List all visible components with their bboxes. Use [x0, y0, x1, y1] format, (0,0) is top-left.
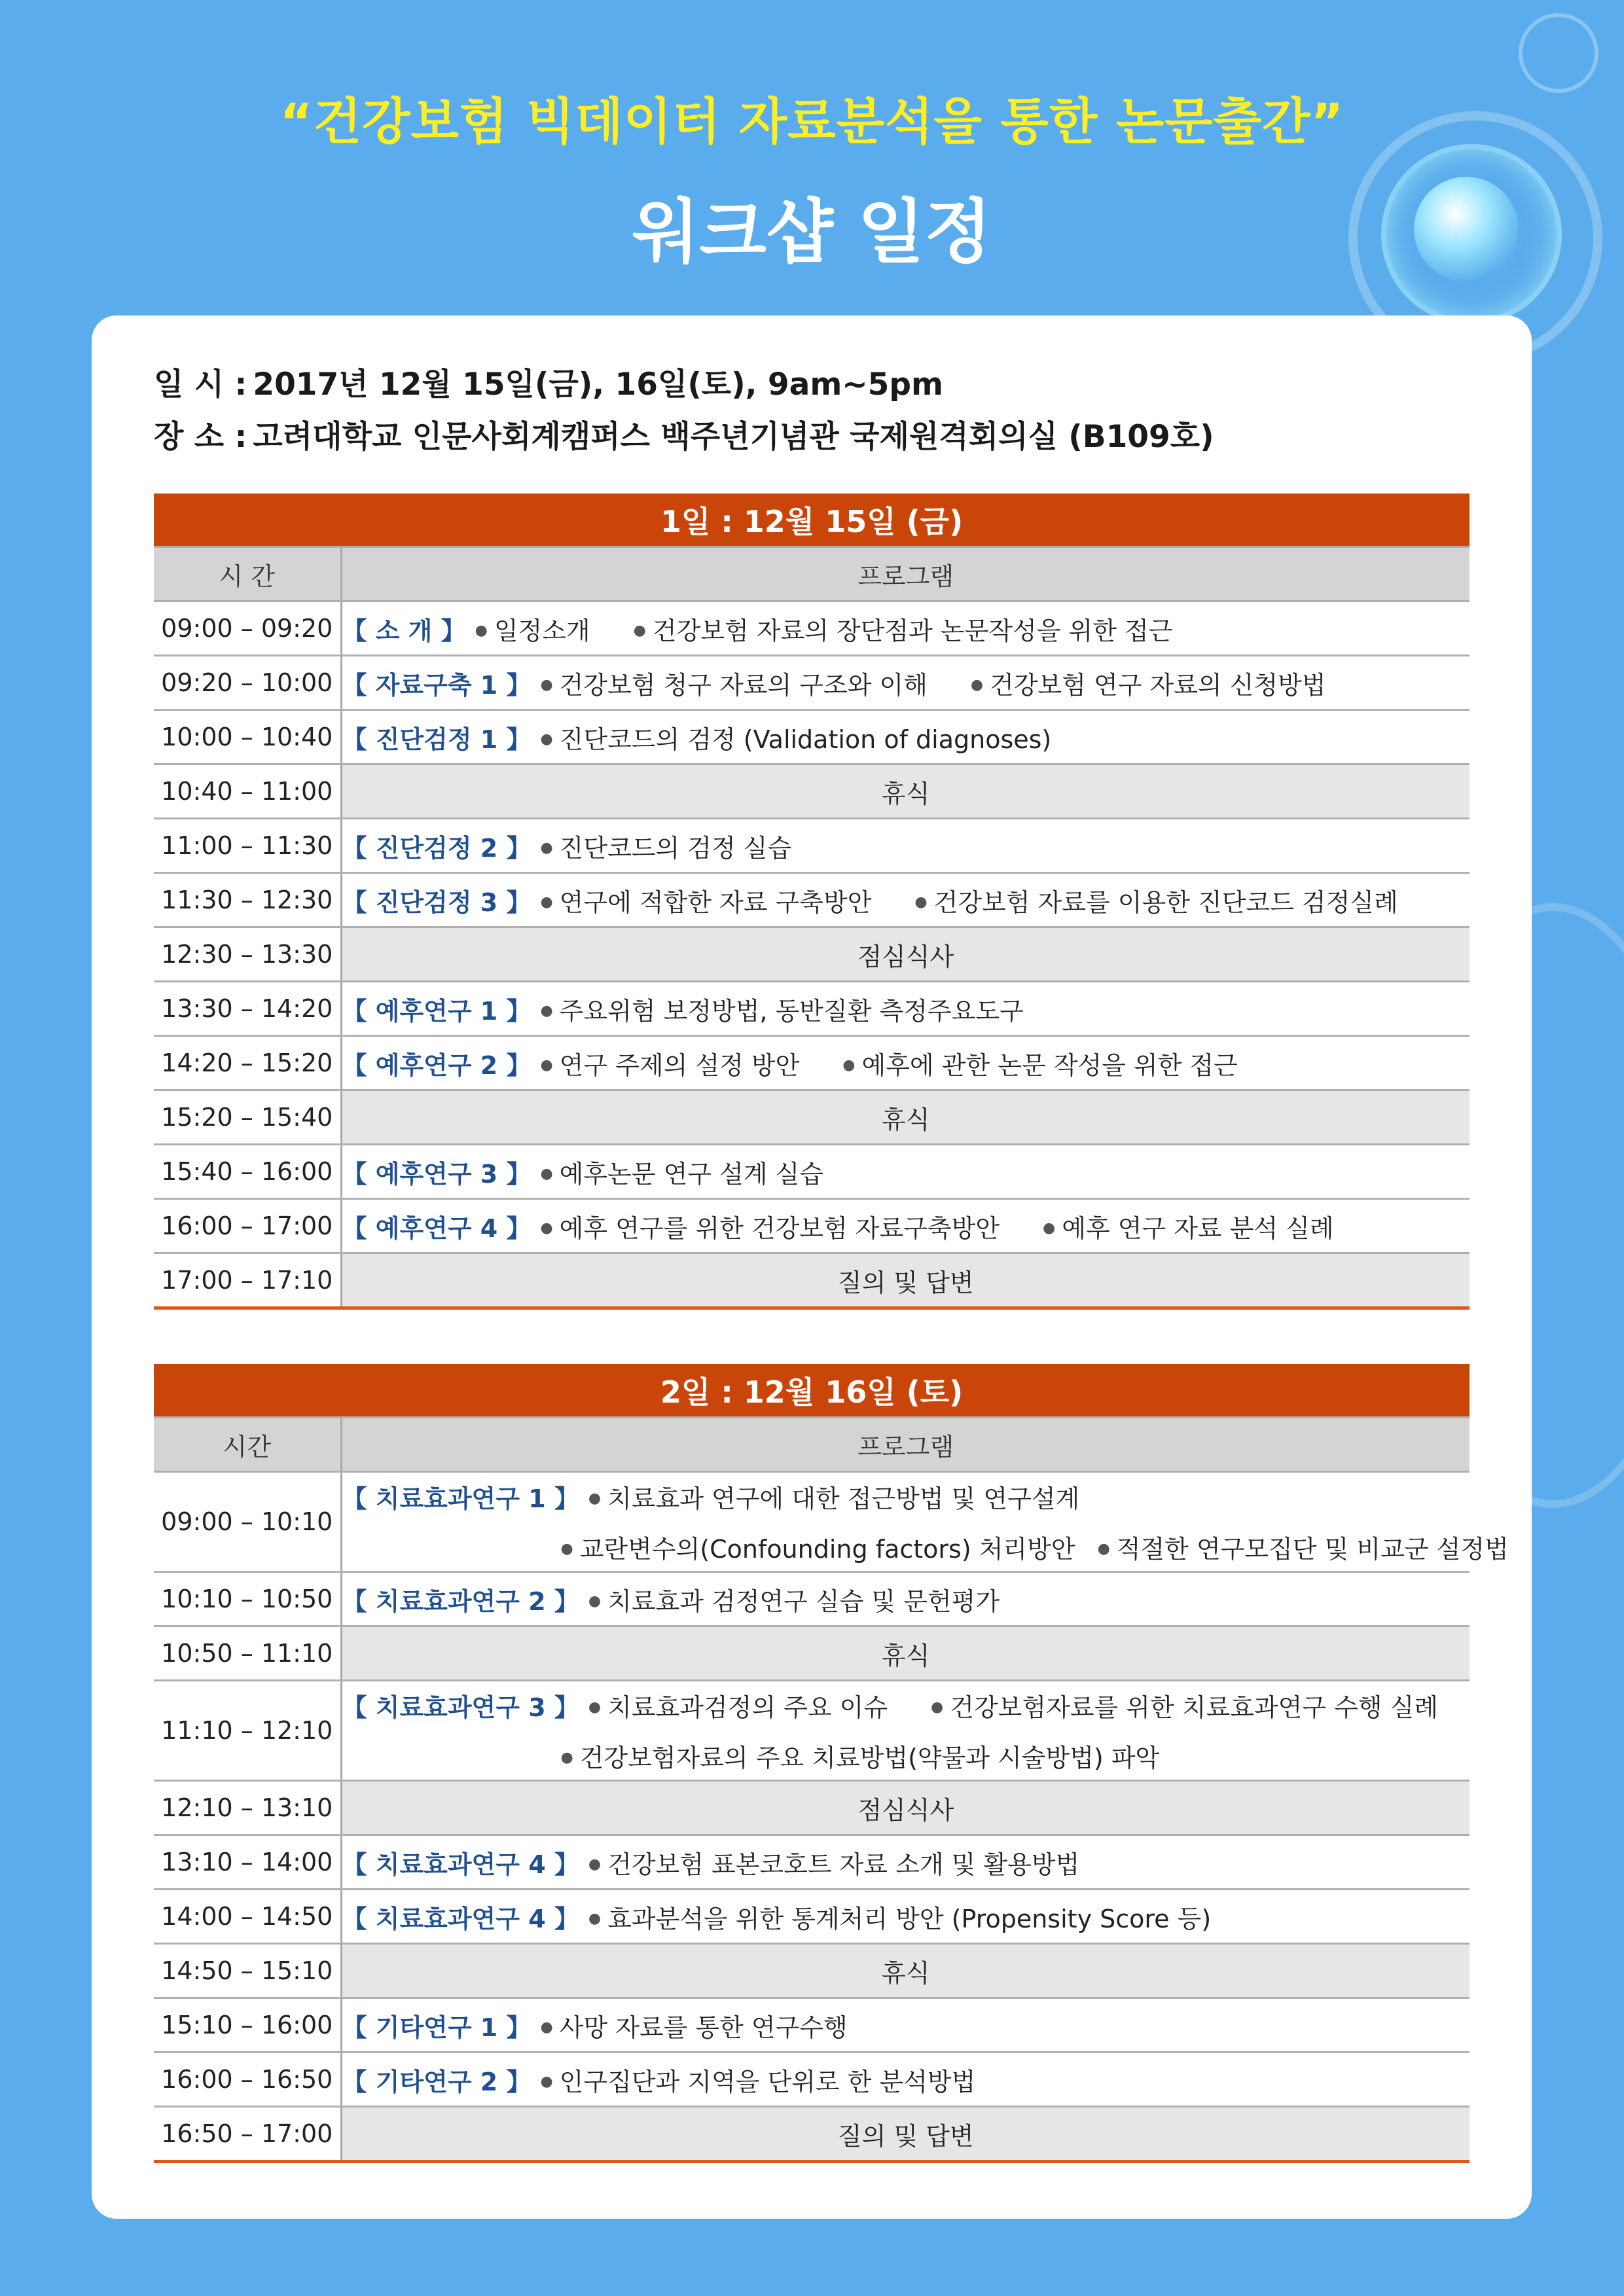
time-cell: 15:40 – 16:00 — [154, 1145, 341, 1199]
place-value: 고려대학교 인문사회계캠퍼스 백주년기념관 국제원격회의실 (B109호) — [253, 419, 1214, 455]
program-cell — [341, 1681, 1470, 1781]
program-item: ● 주요위험 보정방법, 동반질환 측정주요도구 — [540, 991, 1023, 1027]
day2-schedule-table — [154, 1364, 1509, 2163]
program-item: ● 예후 연구 자료 분석 실례 — [1043, 1208, 1334, 1244]
program-line — [342, 834, 792, 863]
program-item: ● 예후논문 연구 설계 실습 — [540, 1154, 823, 1190]
time-cell: 10:00 – 10:40 — [154, 710, 341, 764]
table-row — [154, 1998, 1470, 2053]
program-line — [342, 888, 1398, 917]
workshop-title: “건강보험 빅데이터 자료분석을 통한 논문출간” — [280, 92, 1344, 151]
program-line — [342, 1587, 1000, 1616]
program-cell — [341, 1835, 1470, 1890]
break-cell: 휴식 — [341, 764, 1470, 819]
time-cell: 16:00 – 17:00 — [154, 1199, 341, 1253]
time-cell: 10:10 – 10:50 — [154, 1572, 341, 1626]
program-line — [342, 617, 1173, 645]
program-cell — [341, 601, 1470, 656]
program-item: ● 진단코드의 검정 (Validation of diagnoses) — [540, 719, 1051, 755]
program-item: ● 건강보험자료를 위한 치료효과연구 수행 실례 — [931, 1687, 1438, 1723]
session-tag: 【 진단검정 2 】 — [342, 833, 532, 863]
program-line — [342, 2013, 848, 2042]
session-tag: 【 예후연구 2 】 — [342, 1050, 532, 1080]
session-tag: 【 예후연구 1 】 — [342, 996, 532, 1026]
time-cell: 11:10 – 12:10 — [154, 1681, 341, 1781]
program-line — [342, 1484, 1080, 1513]
program-cell — [341, 1890, 1470, 1944]
session-tag: 【 치료효과연구 3 】 — [342, 1693, 579, 1722]
program-cell — [341, 1572, 1470, 1626]
program-item: ● 적절한 연구모집단 및 비교군 설정법 — [1098, 1529, 1509, 1565]
table-row — [154, 1890, 1470, 1944]
time-cell: 13:30 – 14:20 — [154, 982, 341, 1036]
program-item: ● 건강보험 연구 자료의 신청방법 — [971, 665, 1326, 701]
program-item: ● 일정소개 — [475, 611, 590, 647]
table-row — [154, 1090, 1470, 1145]
session-tag: 【 치료효과연구 4 】 — [342, 1904, 579, 1933]
program-line — [342, 671, 1326, 700]
session-tag: 【 기타연구 2 】 — [342, 2067, 532, 2096]
table-row — [154, 1199, 1470, 1253]
break-cell: 점심식사 — [341, 1781, 1470, 1835]
table-row — [154, 656, 1470, 710]
session-tag: 【 치료효과연구 1 】 — [342, 1484, 579, 1513]
time-cell: 14:20 – 15:20 — [154, 1036, 341, 1090]
day1-col-program: 프로그램 — [341, 547, 1470, 601]
program-item: ● 건강보험자료의 주요 치료방법(약물과 시술방법) 파악 — [561, 1738, 1160, 1774]
table-row — [154, 710, 1470, 764]
break-cell: 휴식 — [341, 1626, 1470, 1681]
day2-heading: 2일 : 12월 16일 (토) — [154, 1364, 1470, 1418]
time-cell: 10:50 – 11:10 — [154, 1626, 341, 1681]
table-row — [154, 764, 1470, 819]
table-row — [154, 1835, 1470, 1890]
time-cell: 10:40 – 11:00 — [154, 764, 341, 819]
time-cell: 09:00 – 10:10 — [154, 1472, 341, 1572]
program-cell — [341, 1036, 1470, 1090]
time-cell: 14:00 – 14:50 — [154, 1890, 341, 1944]
time-cell: 09:20 – 10:00 — [154, 656, 341, 710]
program-line — [342, 997, 1024, 1026]
date-value: 2017년 12월 15일(금), 16일(토), 9am~5pm — [253, 367, 943, 403]
time-cell: 13:10 – 14:00 — [154, 1835, 341, 1890]
day2-col-program: 프로그램 — [341, 1418, 1470, 1472]
time-cell: 12:30 – 13:30 — [154, 927, 341, 982]
program-item: ● 인구집단과 지역을 단위로 한 분석방법 — [540, 2062, 975, 2098]
day1-heading: 1일 : 12월 15일 (금) — [154, 493, 1470, 547]
program-item: ● 예후 연구를 위한 건강보험 자료구축방안 — [540, 1208, 1000, 1244]
session-tag: 【 예후연구 4 】 — [342, 1213, 532, 1243]
table-row — [154, 1781, 1470, 1835]
session-tag: 【 진단검정 1 】 — [342, 725, 532, 754]
workshop-subtitle: 워크샵 일정 — [632, 192, 992, 272]
table-row — [154, 1572, 1470, 1626]
day1-schedule-table — [154, 493, 1470, 1310]
program-item: ● 연구에 적합한 자료 구축방안 — [540, 882, 871, 918]
program-item: ● 건강보험 표본코호트 자료 소개 및 활용방법 — [588, 1844, 1079, 1880]
table-row — [154, 819, 1470, 873]
program-item: ● 치료효과 검정연구 실습 및 문헌평가 — [588, 1581, 1000, 1617]
date-label: 일 시 : — [154, 367, 247, 403]
program-item: ● 건강보험 자료를 이용한 진단코드 검정실례 — [914, 882, 1398, 918]
program-item: ● 건강보험 청구 자료의 구조와 이해 — [540, 665, 927, 701]
time-cell: 16:50 – 17:00 — [154, 2107, 341, 2162]
time-cell: 11:30 – 12:30 — [154, 873, 341, 927]
program-cell — [341, 1998, 1470, 2053]
table-row — [154, 2107, 1470, 2162]
program-cell — [341, 1199, 1470, 1253]
program-line — [342, 1051, 1238, 1080]
time-cell: 12:10 – 13:10 — [154, 1781, 341, 1835]
time-cell: 17:00 – 17:10 — [154, 1253, 341, 1308]
program-cell — [341, 819, 1470, 873]
table-row — [154, 1253, 1470, 1308]
day1-col-time: 시 간 — [154, 547, 341, 601]
place-info — [154, 412, 1214, 456]
program-item: ● 사망 자료를 통한 연구수행 — [540, 2007, 847, 2043]
schedule-card — [92, 315, 1532, 2219]
program-line — [342, 1214, 1334, 1243]
table-row — [154, 927, 1470, 982]
table-row — [154, 873, 1470, 927]
time-cell: 09:00 – 09:20 — [154, 601, 341, 656]
program-line — [342, 2068, 976, 2096]
program-item: ● 예후에 관한 논문 작성을 위한 접근 — [842, 1045, 1238, 1081]
program-cell — [341, 873, 1470, 927]
table-row — [154, 982, 1470, 1036]
program-item: ● 효과분석을 위한 통계처리 방안 (Propensity Score 등) — [588, 1899, 1211, 1935]
day2-col-time: 시간 — [154, 1418, 341, 1472]
program-cell — [341, 656, 1470, 710]
table-row — [154, 1472, 1470, 1572]
program-line — [342, 725, 1052, 754]
program-item: ● 진단코드의 검정 실습 — [540, 828, 791, 864]
program-cell — [341, 1472, 1509, 1572]
session-tag: 【 소 개 】 — [342, 616, 466, 645]
date-info — [154, 360, 943, 404]
session-tag: 【 치료효과연구 2 】 — [342, 1587, 579, 1616]
place-label: 장 소 : — [154, 419, 247, 455]
program-item: ● 건강보험 자료의 장단점과 논문작성을 위한 접근 — [634, 611, 1173, 647]
table-row — [154, 601, 1470, 656]
program-line — [342, 1160, 824, 1189]
program-item: ● 연구 주제의 설정 방안 — [540, 1045, 799, 1081]
break-cell: 질의 및 답변 — [341, 1253, 1470, 1308]
page-header — [0, 0, 1624, 314]
table-row — [154, 1681, 1470, 1781]
program-item: ● 교란변수의(Confounding factors) 처리방안 — [561, 1529, 1075, 1565]
break-cell: 점심식사 — [341, 927, 1470, 982]
time-cell: 15:10 – 16:00 — [154, 1998, 341, 2053]
program-cell — [341, 1145, 1470, 1199]
time-cell: 11:00 – 11:30 — [154, 819, 341, 873]
table-row — [154, 2053, 1470, 2107]
session-tag: 【 기타연구 1 】 — [342, 2013, 532, 2042]
program-line-2 — [342, 1738, 1470, 1774]
session-tag: 【 진단검정 3 】 — [342, 888, 532, 917]
program-item: ● 치료효과검정의 주요 이슈 — [588, 1687, 888, 1723]
program-line — [342, 1693, 1439, 1722]
program-line — [342, 1905, 1212, 1933]
session-tag: 【 자료구축 1 】 — [342, 670, 532, 700]
time-cell: 14:50 – 15:10 — [154, 1944, 341, 1998]
program-cell — [341, 710, 1470, 764]
table-row — [154, 1036, 1470, 1090]
session-tag: 【 예후연구 3 】 — [342, 1159, 532, 1189]
time-cell: 15:20 – 15:40 — [154, 1090, 341, 1145]
table-row — [154, 1145, 1470, 1199]
break-cell: 휴식 — [341, 1944, 1470, 1998]
program-line-2 — [342, 1529, 1509, 1565]
time-cell: 16:00 – 16:50 — [154, 2053, 341, 2107]
program-item: ● 치료효과 연구에 대한 접근방법 및 연구설계 — [588, 1479, 1079, 1515]
program-cell — [341, 2053, 1470, 2107]
session-tag: 【 치료효과연구 4 】 — [342, 1850, 579, 1879]
break-cell: 질의 및 답변 — [341, 2107, 1470, 2162]
break-cell: 휴식 — [341, 1090, 1470, 1145]
program-line — [342, 1850, 1080, 1879]
program-cell — [341, 982, 1470, 1036]
table-row — [154, 1626, 1470, 1681]
table-row — [154, 1944, 1470, 1998]
